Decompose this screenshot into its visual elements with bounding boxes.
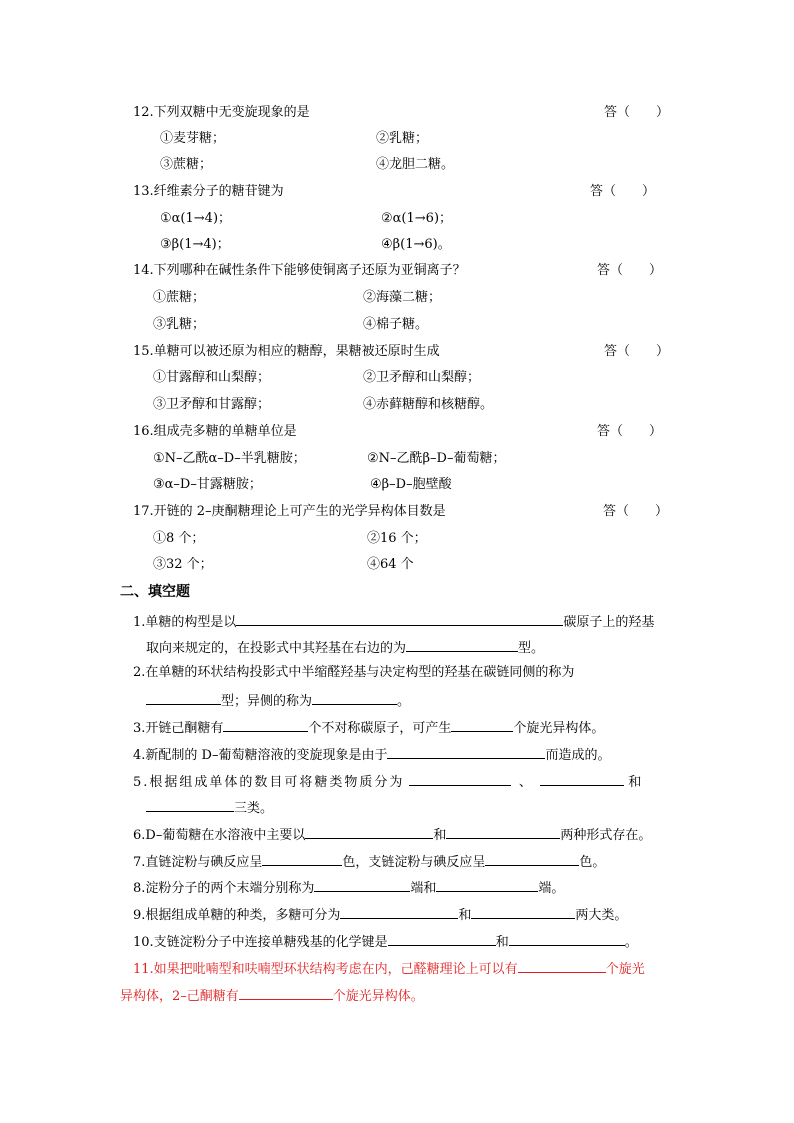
question-16-option-3: ③α–D–甘露糖胺； [153, 477, 262, 492]
fill-question-7 [133, 851, 605, 872]
fill-q5-blank-3[interactable] [146, 797, 234, 812]
question-15-answer: 答（ ） [604, 344, 670, 359]
fill-q3-blank-1[interactable] [223, 717, 308, 732]
fill-q1-text-b: 碳原子上的羟基 [563, 615, 655, 630]
fill-q4-text-b: 而造成的。 [545, 748, 611, 763]
fill-question-1-cont [146, 637, 544, 658]
question-16-option-1: ①N–乙酰α–D–半乳糖胺； [153, 451, 306, 466]
fill-q3-text-b: 个不对称碳原子，可产生 [308, 721, 452, 736]
fill-q9-text-c: 两大类。 [575, 908, 628, 923]
fill-q11-text-d: 个旋光异构体。 [332, 989, 424, 1004]
fill-q7-text-a: 7.直链淀粉与碘反应呈 [133, 855, 263, 870]
fill-question-10 [133, 931, 638, 952]
question-14-answer: 答（ ） [597, 263, 663, 278]
fill-q5-text-a: 5.根据组成单体的数目可将糖类物质分为 [133, 775, 405, 790]
question-12-option-3: ③蔗糖； [160, 157, 213, 172]
fill-q9-text-b: 和 [458, 908, 472, 923]
fill-q8-text-c: 端。 [538, 881, 565, 896]
fill-q2-text-b: 型；异侧的称为 [221, 694, 313, 709]
fill-q10-blank-2[interactable] [509, 931, 625, 946]
fill-q5-text-d: 三类。 [234, 801, 274, 816]
fill-q11-text-a: 11.如果把吡喃型和呋喃型环状结构考虑在内，己醛糖理论上可以有 [133, 962, 518, 977]
fill-q8-text-b: 端和 [410, 881, 437, 896]
question-14-option-2: ②海藻二糖； [363, 290, 442, 305]
fill-q10-text-c: 。 [624, 935, 638, 950]
fill-q1-blank-2[interactable] [406, 637, 518, 652]
question-14-option-1: ①蔗糖； [153, 290, 206, 305]
question-16-text: 16.组成壳多糖的单糖单位是 [133, 424, 297, 439]
fill-q4-blank-1[interactable] [387, 744, 545, 759]
fill-question-1 [133, 611, 654, 632]
fill-q2-blank-1[interactable] [146, 690, 221, 705]
question-15-option-3: ③卫矛醇和甘露醇； [153, 397, 271, 412]
fill-question-2-cont [146, 690, 410, 711]
question-13-option-4: ④β(1→6)。 [381, 237, 451, 252]
fill-q5-blank-1[interactable] [409, 771, 511, 786]
fill-q7-text-b: 色，支链淀粉与碘反应呈 [342, 855, 486, 870]
question-13-text: 13.纤维素分子的糖苷键为 [133, 184, 284, 199]
fill-q1-blank-1[interactable] [236, 611, 563, 626]
question-12-option-2: ②乳糖； [376, 131, 429, 146]
section-heading-fill-blanks: 二、填空题 [120, 584, 190, 600]
fill-q6-blank-1[interactable] [305, 824, 433, 839]
question-14-option-3: ③乳糖； [153, 317, 206, 332]
fill-q8-blank-2[interactable] [436, 877, 538, 892]
question-17-text: 17.开链的 2–庚酮糖理论上可产生的光学异构体目数是 [133, 504, 446, 519]
fill-q8-blank-1[interactable] [314, 877, 410, 892]
fill-q9-blank-2[interactable] [471, 904, 575, 919]
question-13-option-3: ③β(1→4)； [160, 237, 230, 252]
fill-question-11 [133, 958, 645, 979]
fill-q10-blank-1[interactable] [388, 931, 496, 946]
fill-question-8 [133, 877, 564, 898]
fill-q6-text-b: 和 [433, 828, 447, 843]
question-17-answer: 答（ ） [603, 504, 669, 519]
question-17-option-1: ①8 个； [153, 531, 205, 546]
question-16-option-4: ④β–D–胞壁酸 [370, 477, 452, 492]
fill-q1-text-a: 1.单糖的构型是以 [133, 615, 237, 630]
fill-q2-text-c: 。 [397, 694, 411, 709]
fill-q3-text-a: 3.开链己酮糖有 [133, 721, 224, 736]
question-14-text: 14.下列哪种在碱性条件下能够使铜离子还原为亚铜离子？ [133, 263, 466, 278]
fill-q10-text-b: 和 [495, 935, 509, 950]
question-12-text: 12.下列双糖中无变旋现象的是 [133, 105, 310, 120]
question-17-option-3: ③32 个； [153, 557, 213, 572]
fill-q7-blank-2[interactable] [485, 851, 579, 866]
fill-q4-text-a: 4.新配制的 D–葡萄糖溶液的变旋现象是由于 [133, 748, 388, 763]
question-13-option-2: ②α(1→6)； [381, 211, 453, 226]
question-15-option-1: ①甘露醇和山梨醇； [153, 370, 271, 385]
fill-question-9 [133, 904, 627, 925]
fill-q3-text-c: 个旋光异构体。 [513, 721, 605, 736]
fill-q1-text-d: 型。 [518, 641, 545, 656]
fill-q5-text-b: 、 [518, 775, 532, 790]
fill-q7-text-c: 色。 [579, 855, 606, 870]
question-12-option-1: ①麦芽糖； [160, 131, 226, 146]
fill-q9-blank-1[interactable] [340, 904, 458, 919]
fill-question-6 [133, 824, 651, 845]
fill-question-3 [133, 717, 604, 738]
fill-q11-text-b: 个旋光 [605, 962, 645, 977]
fill-q5-text-c: 和 [628, 775, 642, 790]
question-13-answer: 答（ ） [590, 184, 656, 199]
fill-q7-blank-1[interactable] [262, 851, 342, 866]
question-12-option-4: ④龙胆二糖。 [376, 157, 455, 172]
fill-question-11-cont [120, 985, 424, 1006]
fill-q11-blank-1[interactable] [518, 958, 606, 973]
fill-q6-text-c: 两种形式存在。 [560, 828, 652, 843]
question-14-option-4: ④棉子糖。 [363, 317, 429, 332]
fill-question-2 [133, 664, 574, 682]
fill-q2-blank-2[interactable] [312, 690, 397, 705]
fill-q5-blank-2[interactable] [540, 771, 624, 786]
fill-q8-text-a: 8.淀粉分子的两个末端分别称为 [133, 881, 315, 896]
question-16-answer: 答（ ） [597, 424, 663, 439]
fill-q3-blank-2[interactable] [451, 717, 513, 732]
fill-q6-text-a: 6.D–葡萄糖在水溶液中主要以 [133, 828, 306, 843]
question-12-answer: 答（ ） [604, 105, 670, 120]
question-15-text: 15.单糖可以被还原为相应的糖醇，果糖被还原时生成 [133, 344, 440, 359]
question-13-option-1: ①α(1→4)； [160, 211, 232, 226]
fill-q6-blank-2[interactable] [446, 824, 560, 839]
fill-q2-text-a: 2.在单糖的环状结构投影式中半缩醛羟基与决定构型的羟基在碳链同侧的称为 [133, 665, 575, 680]
fill-question-5 [133, 771, 641, 792]
question-15-option-2: ②卫矛醇和山梨醇； [363, 370, 481, 385]
fill-question-4 [133, 744, 610, 765]
question-16-option-2: ②N–乙酰β–D–葡萄糖； [367, 451, 506, 466]
fill-question-5-cont [146, 797, 273, 818]
question-17-option-2: ②16 个； [367, 531, 427, 546]
fill-q9-text-a: 9.根据组成单糖的种类，多糖可分为 [133, 908, 341, 923]
question-15-option-4: ④赤藓糖醇和核糖醇。 [363, 397, 494, 412]
question-17-option-4: ④64 个 [367, 557, 414, 572]
fill-q1-text-c: 取向来规定的，在投影式中其羟基在右边的为 [146, 641, 407, 656]
fill-q10-text-a: 10.支链淀粉分子中连接单糖残基的化学键是 [133, 935, 388, 950]
fill-q11-text-c: 异构体，2–己酮糖有 [120, 989, 239, 1004]
fill-q11-blank-2[interactable] [239, 985, 333, 1000]
